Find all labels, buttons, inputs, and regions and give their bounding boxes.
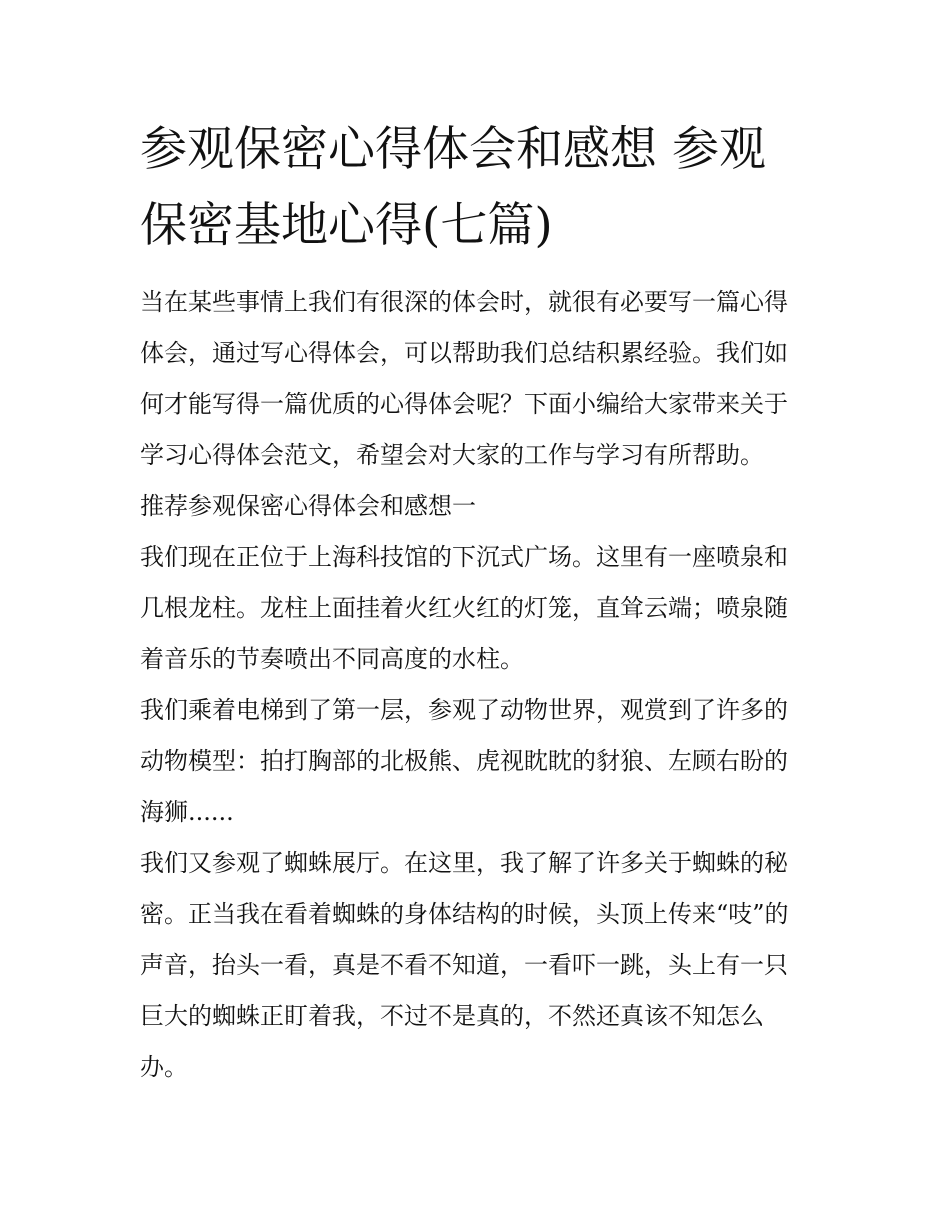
title-line: 参观保密心得体会和感想 参观 [140, 122, 766, 177]
body-paragraph [140, 838, 812, 1093]
text-line: 着音乐的节奏喷出不同高度的水柱。 [140, 645, 524, 673]
text-line: 海狮...... [140, 798, 234, 826]
text-line: 密。正当我在看着蜘蛛的身体结构的时候，头顶上传来“吱”的 [140, 900, 789, 928]
text-line: 几根龙柱。龙柱上面挂着火红火红的灯笼，直耸云端；喷泉随 [140, 594, 788, 622]
section-heading [140, 481, 812, 532]
document-title [140, 112, 812, 264]
text-line: 体会，通过写心得体会，可以帮助我们总结积累经验。我们如 [140, 339, 788, 367]
title-line: 保密基地心得(七篇) [140, 198, 553, 253]
body-paragraph [140, 532, 812, 685]
text-line: 我们乘着电梯到了第一层，参观了动物世界，观赏到了许多的 [140, 696, 788, 724]
text-line: 推荐参观保密心得体会和感想一 [140, 492, 476, 520]
document-body [140, 277, 812, 1093]
text-line: 办。 [140, 1053, 188, 1081]
text-line: 我们现在正位于上海科技馆的下沉式广场。这里有一座喷泉和 [140, 543, 788, 571]
text-line: 学习心得体会范文，希望会对大家的工作与学习有所帮助。 [140, 441, 764, 469]
document-content [140, 112, 812, 1093]
text-line: 当在某些事情上我们有很深的体会时，就很有必要写一篇心得 [140, 288, 788, 316]
text-line: 巨大的蜘蛛正盯着我，不过不是真的，不然还真该不知怎么 [140, 1002, 764, 1030]
body-paragraph [140, 685, 812, 838]
text-line: 何才能写得一篇优质的心得体会呢？下面小编给大家带来关于 [140, 390, 788, 418]
intro-paragraph [140, 277, 812, 481]
text-line: 动物模型：拍打胸部的北极熊、虎视眈眈的豺狼、左顾右盼的 [140, 747, 788, 775]
text-line: 我们又参观了蜘蛛展厅。在这里，我了解了许多关于蜘蛛的秘 [140, 849, 788, 877]
text-line: 声音，抬头一看，真是不看不知道，一看吓一跳，头上有一只 [140, 951, 788, 979]
